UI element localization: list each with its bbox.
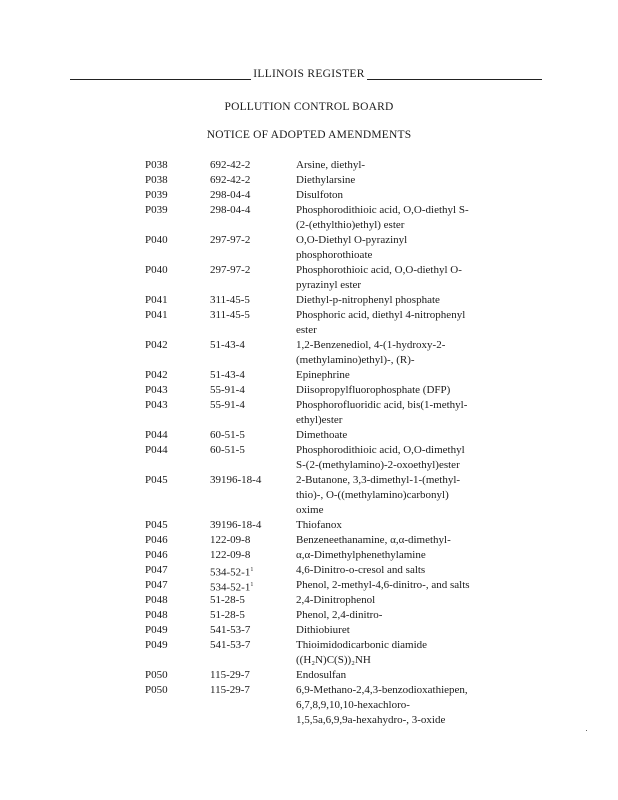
- cas-number: [210, 548, 295, 563]
- cas-number: [210, 623, 295, 638]
- waste-code: P042: [145, 339, 168, 351]
- cas-number-text: 534-52-1: [210, 566, 251, 579]
- substance-name: [296, 593, 491, 608]
- substance-name-line: 1,5,5a,6,9,9a-hexahydro-, 3-oxide: [296, 714, 446, 726]
- table-row: [145, 428, 545, 443]
- scan-mark: [586, 730, 587, 731]
- waste-code: P050: [145, 684, 168, 696]
- cas-number-text: 692-42-2: [210, 174, 251, 186]
- substance-name-line: Disulfoton: [296, 189, 344, 201]
- substance-name: [296, 338, 491, 368]
- table-row: [145, 173, 545, 188]
- register-title: ILLINOIS REGISTER: [253, 68, 365, 80]
- waste-code: P049: [145, 639, 168, 651]
- waste-code: P042: [145, 369, 168, 381]
- substance-name-line: Phenol, 2-methyl-4,6-dinitro-, and salts: [296, 579, 470, 591]
- cas-number-text: 60-51-5: [210, 444, 245, 456]
- substance-name-line: Thioimidodicarbonic diamide: [296, 639, 428, 651]
- substance-name-line: Benzeneethanamine, α,α-dimethyl-: [296, 534, 451, 546]
- cas-number-text: 541-53-7: [210, 624, 251, 636]
- table-row: [145, 578, 545, 593]
- table-row: [145, 188, 545, 203]
- cas-number-text: 298-04-4: [210, 204, 251, 216]
- substance-name: [296, 608, 491, 623]
- substance-name-line: (2-(ethylthio)ethyl) ester: [296, 219, 405, 231]
- waste-code: P048: [145, 609, 168, 621]
- table-row: [145, 368, 545, 383]
- cas-number: [210, 518, 295, 533]
- waste-code: P043: [145, 399, 168, 411]
- waste-code: P044: [145, 429, 168, 441]
- waste-code: P044: [145, 444, 168, 456]
- substance-name: [296, 428, 491, 443]
- cas-number: [210, 443, 295, 458]
- substance-name: [296, 308, 491, 338]
- substance-name: [296, 563, 491, 578]
- cas-number-text: 115-29-7: [210, 669, 250, 681]
- table-row: [145, 548, 545, 563]
- substance-name-line: Dithiobiuret: [296, 624, 350, 636]
- cas-number-text: 55-91-4: [210, 384, 245, 396]
- cas-number-text: 311-45-5: [210, 309, 250, 321]
- substance-name-line: Diethylarsine: [296, 174, 356, 186]
- waste-code: P045: [145, 519, 168, 531]
- substance-name-line: Phosphorodithioic acid, O,O-diethyl S-: [296, 204, 469, 216]
- cas-number: [210, 173, 295, 188]
- cas-number: [210, 593, 295, 608]
- waste-code: P039: [145, 189, 168, 201]
- cas-number-text: 298-04-4: [210, 189, 251, 201]
- cas-number: [210, 233, 295, 248]
- cas-number-text: 122-09-8: [210, 549, 251, 561]
- cas-number: [210, 263, 295, 278]
- substance-name-line: Phosphorofluoridic acid, bis(1-methyl-: [296, 399, 468, 411]
- substance-name-line: Arsine, diethyl-: [296, 159, 366, 171]
- table-row: [145, 338, 545, 368]
- substance-name-line: S-(2-(methylamino)-2-oxoethyl)ester: [296, 459, 460, 471]
- substance-name-line: pyrazinyl ester: [296, 279, 362, 291]
- cas-number-text: 541-53-7: [210, 639, 251, 651]
- cas-number: [210, 473, 295, 488]
- substance-name-line: phosphorothioate: [296, 249, 373, 261]
- substance-name-line: O,O-Diethyl O-pyrazinyl: [296, 234, 408, 246]
- cas-number-text: 534-52-1: [210, 581, 251, 594]
- cas-number-text: 51-43-4: [210, 339, 245, 351]
- substance-name-line: 2,4-Dinitrophenol: [296, 594, 376, 606]
- waste-code: P043: [145, 384, 168, 396]
- table-row: [145, 563, 545, 578]
- substance-name: [296, 668, 491, 683]
- table-row: [145, 623, 545, 638]
- substance-name: [296, 473, 491, 518]
- cas-number: [210, 188, 295, 203]
- cas-number-text: 297-97-2: [210, 264, 251, 276]
- cas-number-text: 51-28-5: [210, 594, 245, 606]
- cas-number-text: 115-29-7: [210, 684, 250, 696]
- waste-code: P041: [145, 294, 168, 306]
- table-row: [145, 473, 545, 518]
- substance-name-line: Phosphorodithioic acid, O,O-dimethyl: [296, 444, 465, 456]
- substance-name-line: Thiofanox: [296, 519, 342, 531]
- table-row: [145, 593, 545, 608]
- table-row: [145, 263, 545, 293]
- table-row: [145, 668, 545, 683]
- cas-number: [210, 668, 295, 683]
- substance-name-line: Phosphorothioic acid, O,O-diethyl O-: [296, 264, 462, 276]
- notice-title: NOTICE OF ADOPTED AMENDMENTS: [206, 129, 412, 141]
- cas-footnote-mark: 1: [250, 567, 254, 573]
- substance-name: [296, 398, 491, 428]
- substance-name: [296, 578, 491, 593]
- table-row: [145, 293, 545, 308]
- substance-name-line: 6,7,8,9,10,10-hexachloro-: [296, 699, 410, 711]
- substance-name-line: Diisopropylfluorophosphate (DFP): [296, 384, 451, 396]
- table-row: [145, 683, 545, 728]
- cas-number: [210, 293, 295, 308]
- hazardous-waste-table: [145, 158, 545, 728]
- table-row: [145, 608, 545, 623]
- cas-footnote-mark: 1: [250, 582, 254, 588]
- cas-number: [210, 338, 295, 353]
- board-name: POLLUTION CONTROL BOARD: [224, 101, 394, 113]
- cas-number: [210, 683, 295, 698]
- substance-name-line: 1,2-Benzenediol, 4-(1-hydroxy-2-: [296, 339, 446, 351]
- cas-number: [210, 608, 295, 623]
- waste-code: P039: [145, 204, 168, 216]
- substance-name: [296, 203, 491, 233]
- substance-name: [296, 188, 491, 203]
- waste-code: P047: [145, 564, 168, 576]
- cas-number-text: 51-28-5: [210, 609, 245, 621]
- cas-number: [210, 638, 295, 653]
- substance-name-line: Phenol, 2,4-dinitro-: [296, 609, 383, 621]
- cas-number: [210, 533, 295, 548]
- table-row: [145, 158, 545, 173]
- cas-number: [210, 383, 295, 398]
- substance-name: [296, 443, 491, 473]
- table-row: [145, 398, 545, 428]
- cas-number-text: 122-09-8: [210, 534, 251, 546]
- waste-code: P050: [145, 669, 168, 681]
- substance-name-line: Diethyl-p-nitrophenyl phosphate: [296, 294, 440, 306]
- cas-number-text: 297-97-2: [210, 234, 251, 246]
- substance-name-line: Phosphoric acid, diethyl 4-nitrophenyl: [296, 309, 466, 321]
- cas-number: [210, 203, 295, 218]
- table-row: [145, 443, 545, 473]
- substance-name: [296, 638, 491, 668]
- waste-code: P046: [145, 549, 168, 561]
- substance-name: [296, 368, 491, 383]
- cas-number-text: 39196-18-4: [210, 474, 262, 486]
- cas-number-text: 692-42-2: [210, 159, 251, 171]
- substance-name-line: 6,9-Methano-2,4,3-benzodioxathiepen,: [296, 684, 468, 696]
- substance-name-line: Endosulfan: [296, 669, 347, 681]
- substance-name: [296, 623, 491, 638]
- substance-name-line: ester: [296, 324, 317, 336]
- substance-name: [296, 533, 491, 548]
- substance-name-line: ethyl)ester: [296, 414, 343, 426]
- substance-name: [296, 173, 491, 188]
- cas-number: [210, 398, 295, 413]
- table-row: [145, 233, 545, 263]
- cas-number-text: 39196-18-4: [210, 519, 262, 531]
- substance-name: [296, 683, 491, 728]
- substance-name: [296, 263, 491, 293]
- cas-number: [210, 308, 295, 323]
- waste-code: P038: [145, 159, 168, 171]
- substance-name: [296, 518, 491, 533]
- table-row: [145, 383, 545, 398]
- substance-name-line: Epinephrine: [296, 369, 350, 381]
- cas-number: [210, 368, 295, 383]
- substance-name: [296, 293, 491, 308]
- table-row: [145, 203, 545, 233]
- table-row: [145, 308, 545, 338]
- waste-code: P040: [145, 234, 168, 246]
- substance-name-line: α,α-Dimethylphenethylamine: [296, 549, 426, 561]
- cas-number-text: 60-51-5: [210, 429, 245, 441]
- substance-name-line: oxime: [296, 504, 324, 516]
- waste-code: P046: [145, 534, 168, 546]
- substance-name: [296, 158, 491, 173]
- substance-name-line: ((H₂N)C(S))₂NH: [296, 654, 371, 666]
- substance-name-line: Dimethoate: [296, 429, 348, 441]
- table-row: [145, 533, 545, 548]
- waste-code: P038: [145, 174, 168, 186]
- waste-code: P048: [145, 594, 168, 606]
- cas-number: [210, 158, 295, 173]
- waste-code: P049: [145, 624, 168, 636]
- waste-code: P047: [145, 579, 168, 591]
- substance-name-line: 2-Butanone, 3,3-dimethyl-1-(methyl-: [296, 474, 461, 486]
- substance-name: [296, 233, 491, 263]
- substance-name-line: thio)-, O-((methylamino)carbonyl): [296, 489, 449, 501]
- waste-code: P040: [145, 264, 168, 276]
- table-row: [145, 638, 545, 668]
- cas-number: [210, 428, 295, 443]
- cas-number-text: 311-45-5: [210, 294, 250, 306]
- cas-number-text: 55-91-4: [210, 399, 245, 411]
- cas-number-text: 51-43-4: [210, 369, 245, 381]
- substance-name-line: (methylamino)ethyl)-, (R)-: [296, 354, 415, 366]
- substance-name: [296, 383, 491, 398]
- waste-code: P045: [145, 474, 168, 486]
- waste-code: P041: [145, 309, 168, 321]
- substance-name: [296, 548, 491, 563]
- table-row: [145, 518, 545, 533]
- substance-name-line: 4,6-Dinitro-o-cresol and salts: [296, 564, 426, 576]
